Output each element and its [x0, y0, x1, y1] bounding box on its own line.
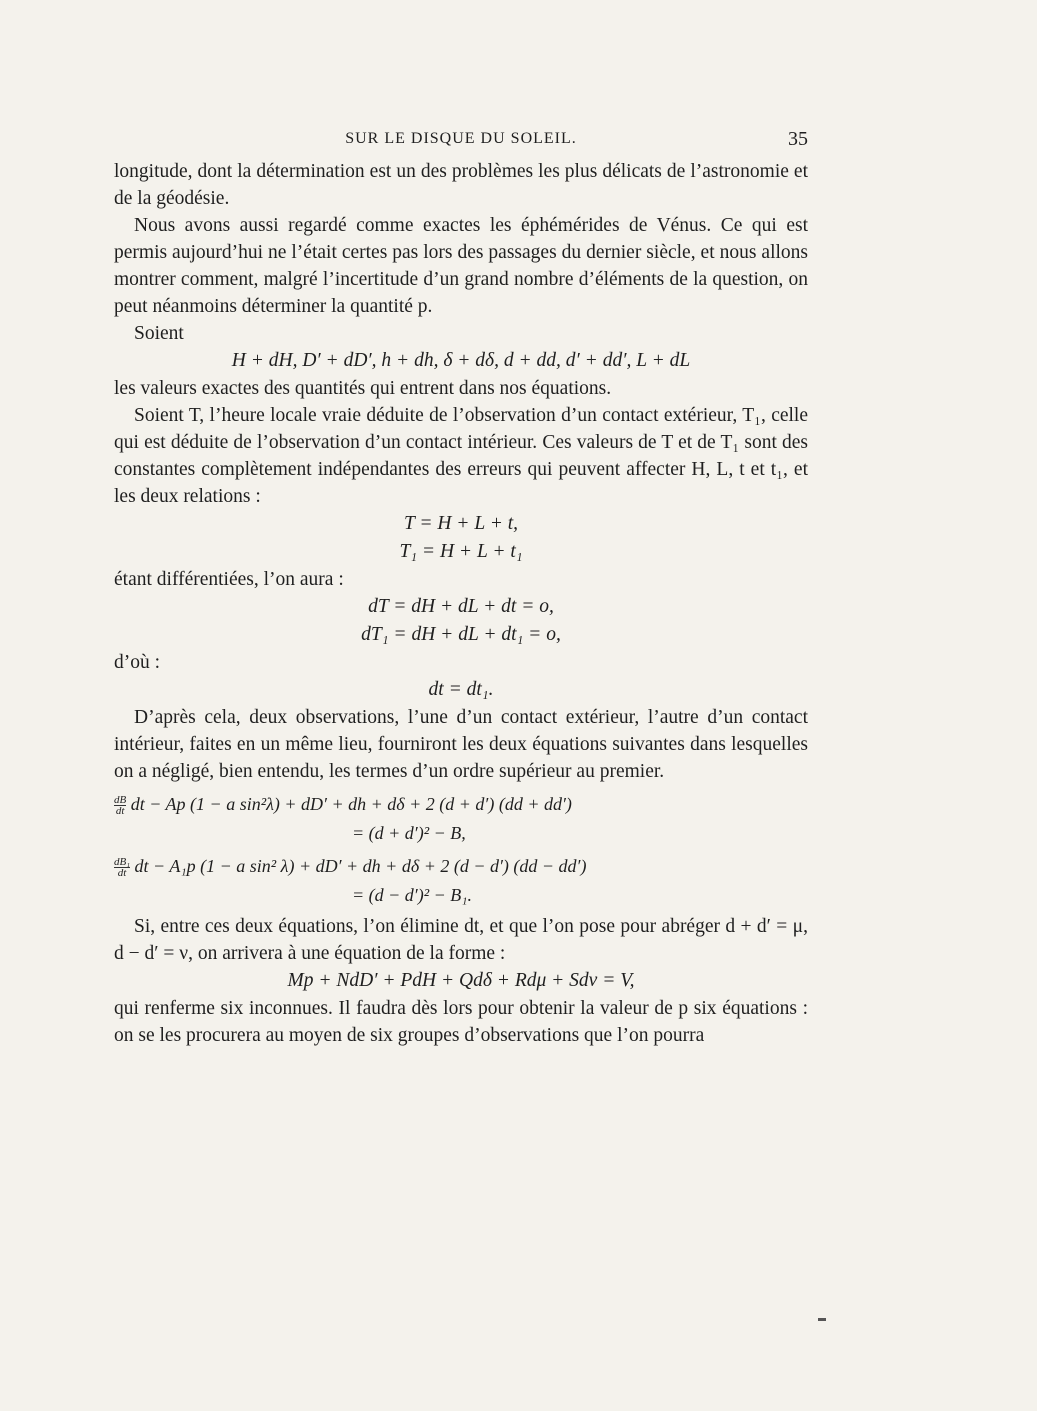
paragraph: Soient T, l’heure locale vraie déduite de l’observation d’un contact extérieur, T₁, celle qui est déduite de l’observation d’un contact intérieur. Ces valeurs de T et de T₁ sont des constantes complètement indépendantes des erreurs qui peuvent affecter H, L, t et t₁, et les deux relations : — [114, 405, 808, 507]
paragraph: les valeurs exactes des quantités qui entrent dans nos équations. — [114, 378, 612, 399]
fraction: $\frac{dB}{dt}$ — [114, 794, 127, 818]
equation-A-line1: $\frac{dB}{dt}$ dt − Ap (1 − a sin²λ) + dD′ + dh + dδ + 2 (d + d′) (dd + dd′) — [114, 794, 572, 818]
page-number: 35 — [788, 128, 808, 150]
equation-A-line2: = (d + d′)² − B, — [352, 823, 466, 843]
equation-final: Mp + NdD′ + PdH + Qdδ + Rdμ + Sdν = V, — [287, 970, 635, 991]
paragraph: Soient — [134, 323, 184, 344]
paragraph: D’après cela, deux observations, l’une d’un contact extérieur, l’autre d’un contact intérieur, faites en un même lieu, fourniront les deux équations suivantes dans lesquelles on a négligé, bien entendu, les termes d’un ordre supérieur au premier. — [114, 707, 808, 782]
equation-dT: dT = dH + dL + dt = o, — [368, 596, 554, 617]
equation-dT1: dT₁ = dH + dL + dt₁ = o, — [361, 624, 561, 645]
equation-B-line1: $\frac{\text{dB₁}}{dt}$ dt − A₁p (1 − a sin² λ) + dD′ + dh + dδ + 2 (d − d′) (dd − dd′) — [114, 856, 587, 880]
page-header — [114, 128, 808, 154]
equation-T: T = H + L + t, — [403, 513, 519, 534]
paragraph: Si, entre ces deux équations, l’on élimine dt, et que l’on pose pour abréger d + d′ = μ, d − d′ = ν, on arrivera à une équation de la forme : — [114, 916, 808, 964]
equation-T1: T₁ = H + L + t₁ — [399, 541, 523, 562]
equation-B — [114, 851, 808, 909]
fraction: $\frac{\text{dB₁}}{dt}$ — [114, 856, 131, 880]
equation-values: H + dH, D′ + dD′, h + dh, δ + dδ, d + dd, d′ + dd′, L + dL — [231, 350, 691, 371]
equation-B-line2: = (d − d′)² − B₁. — [352, 885, 473, 905]
paragraph: Nous avons aussi regardé comme exactes les éphémérides de Vénus. Ce qui est permis aujourd’hui ne l’était certes pas lors des passages du dernier siècle, et nous allons montrer comment, malgré l’incertitude d’un grand nombre d’éléments de la question, on peut néanmoins déterminer la quantité p. — [114, 215, 808, 317]
running-head: SUR LE DISQUE DU SOLEIL. — [345, 130, 577, 147]
equation-dt: dt = dt₁. — [428, 679, 494, 700]
equation-A — [114, 789, 808, 847]
paragraph: étant différentiées, l’on aura : — [114, 569, 344, 590]
paragraph: longitude, dont la détermination est un des problèmes les plus délicats de l’astronomie et de la géodésie. — [114, 161, 808, 209]
paragraph: qui renferme six inconnues. Il faudra dès lors pour obtenir la valeur de p six équations : on se les procurera au moyen de six groupes d’observations que l’on pourra — [114, 998, 808, 1046]
page-body — [114, 158, 808, 1049]
scan-mark — [818, 1318, 826, 1321]
paragraph: d’où : — [114, 652, 161, 673]
